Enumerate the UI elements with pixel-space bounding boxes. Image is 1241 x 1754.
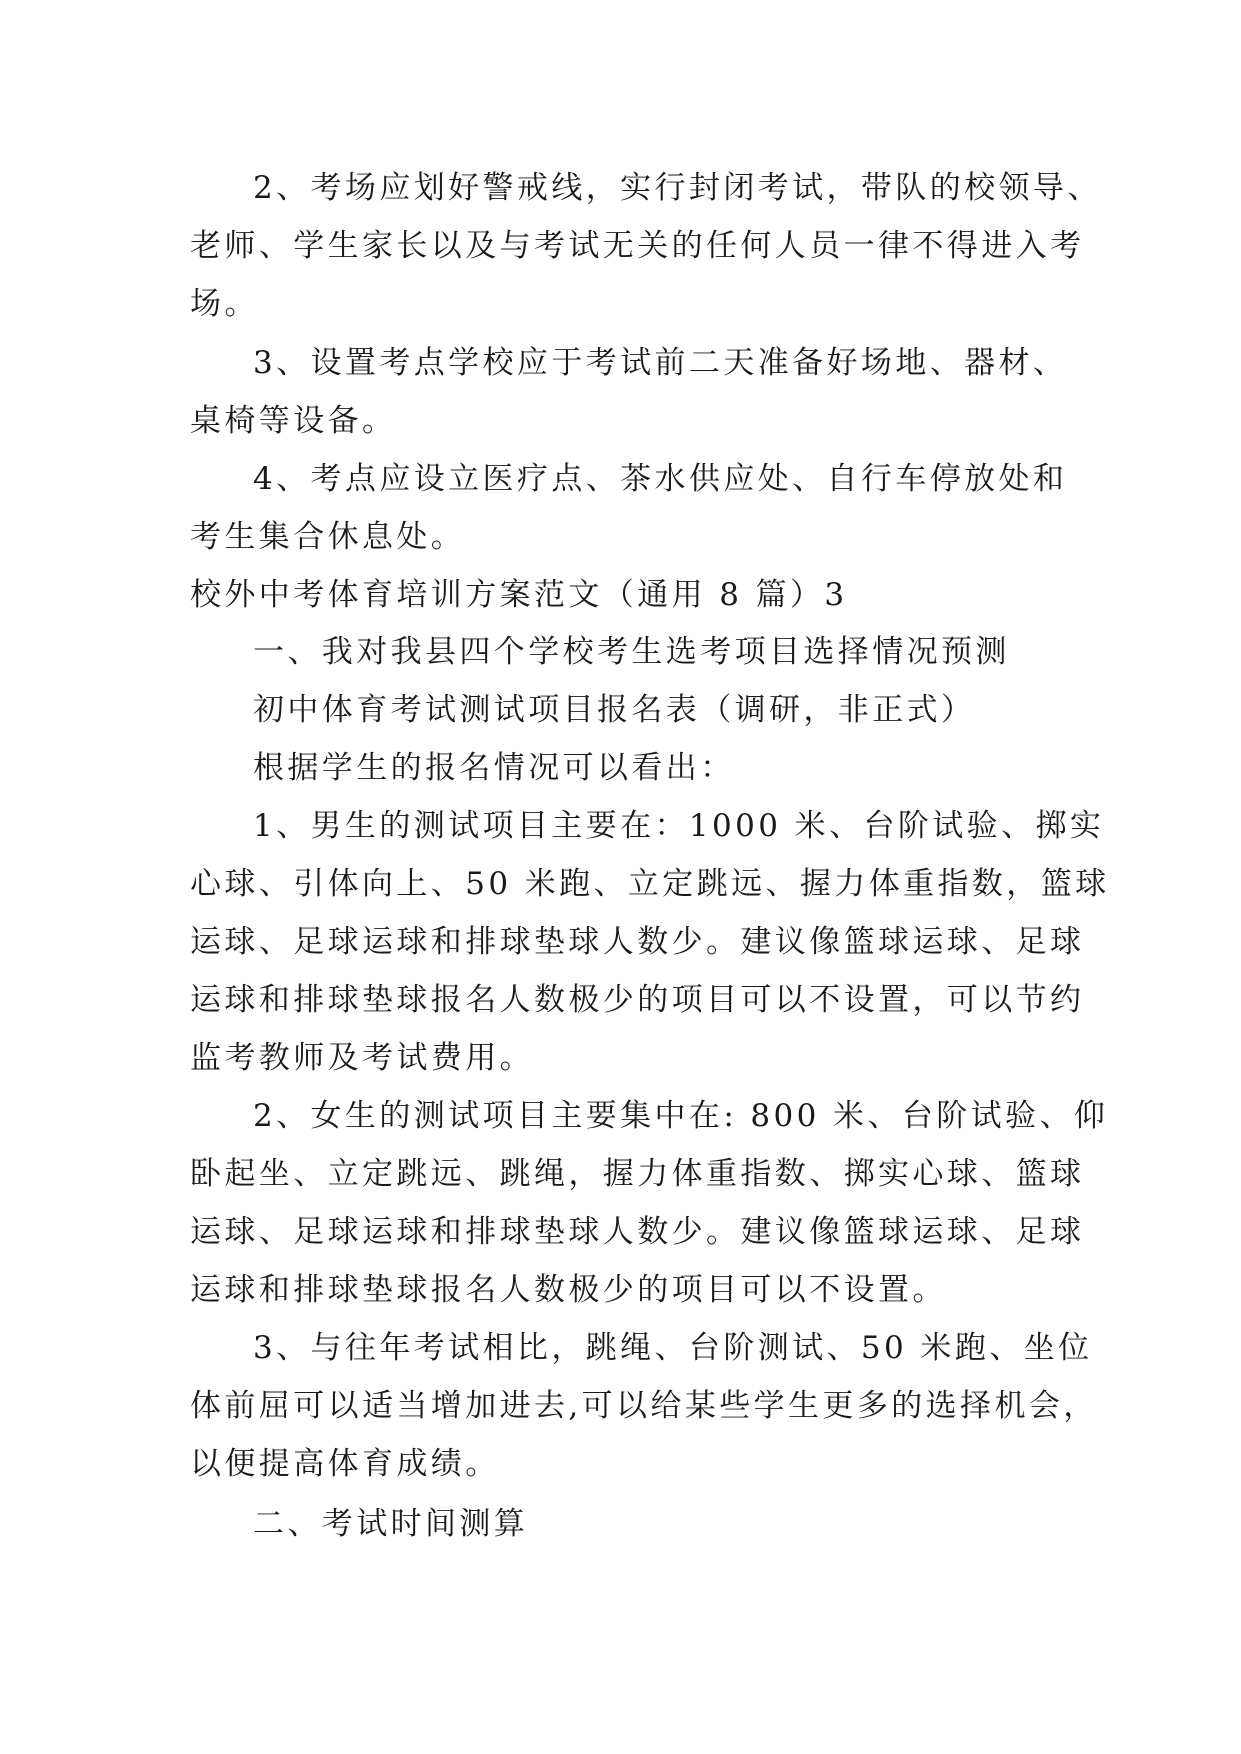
paragraph-line: 考生集合休息处。 [190,519,466,555]
paragraph-line: 3、设置考点学校应于考试前二天准备好场地、器材、 [253,345,1068,381]
paragraph-line: 运球和排球垫球报名人数极少的项目可以不设置，可以节约 [190,982,1085,1018]
paragraph-line: 场。 [190,286,259,322]
paragraph-line: 卧起坐、立定跳远、跳绳，握力体重指数、掷实心球、篮球 [190,1156,1085,1192]
paragraph-line: 以便提高体育成绩。 [190,1446,500,1482]
paragraph-line: 一、我对我县四个学校考生选考项目选择情况预测 [253,634,1010,670]
paragraph-line: 运球、足球运球和排球垫球人数少。建议像篮球运球、足球 [190,1214,1085,1250]
paragraph-line: 2、考场应划好警戒线，实行封闭考试，带队的校领导、 [253,170,1102,206]
paragraph-line: 二、考试时间测算 [253,1506,529,1542]
paragraph-line: 3、与往年考试相比，跳绳、台阶测试、50 米跑、坐位 [253,1330,1093,1366]
paragraph-line: 运球和排球垫球报名人数极少的项目可以不设置。 [190,1272,947,1308]
paragraph-line: 1、男生的测试项目主要在：1000 米、台阶试验、掷实 [253,808,1105,844]
paragraph-line: 4、考点应设立医疗点、茶水供应处、自行车停放处和 [253,461,1068,497]
paragraph-line: 根据学生的报名情况可以看出： [253,750,735,786]
paragraph-line: 桌椅等设备。 [190,403,397,439]
paragraph-line: 体前屈可以适当增加进去,可以给某些学生更多的选择机会， [190,1388,1098,1424]
paragraph-line: 运球、足球运球和排球垫球人数少。建议像篮球运球、足球 [190,924,1085,960]
paragraph-line: 监考教师及考试费用。 [190,1040,534,1076]
paragraph-line: 初中体育考试测试项目报名表（调研，非正式） [253,692,976,728]
paragraph-line: 老师、学生家长以及与考试无关的任何人员一律不得进入考 [190,228,1085,264]
paragraph-line: 2、女生的测试项目主要集中在: 800 米、台阶试验、仰 [253,1098,1109,1134]
paragraph-line: 心球、引体向上、50 米跑、立定跳远、握力体重指数，篮球 [190,866,1110,902]
section-title: 校外中考体育培训方案范文（通用 8 篇）3 [190,577,848,613]
